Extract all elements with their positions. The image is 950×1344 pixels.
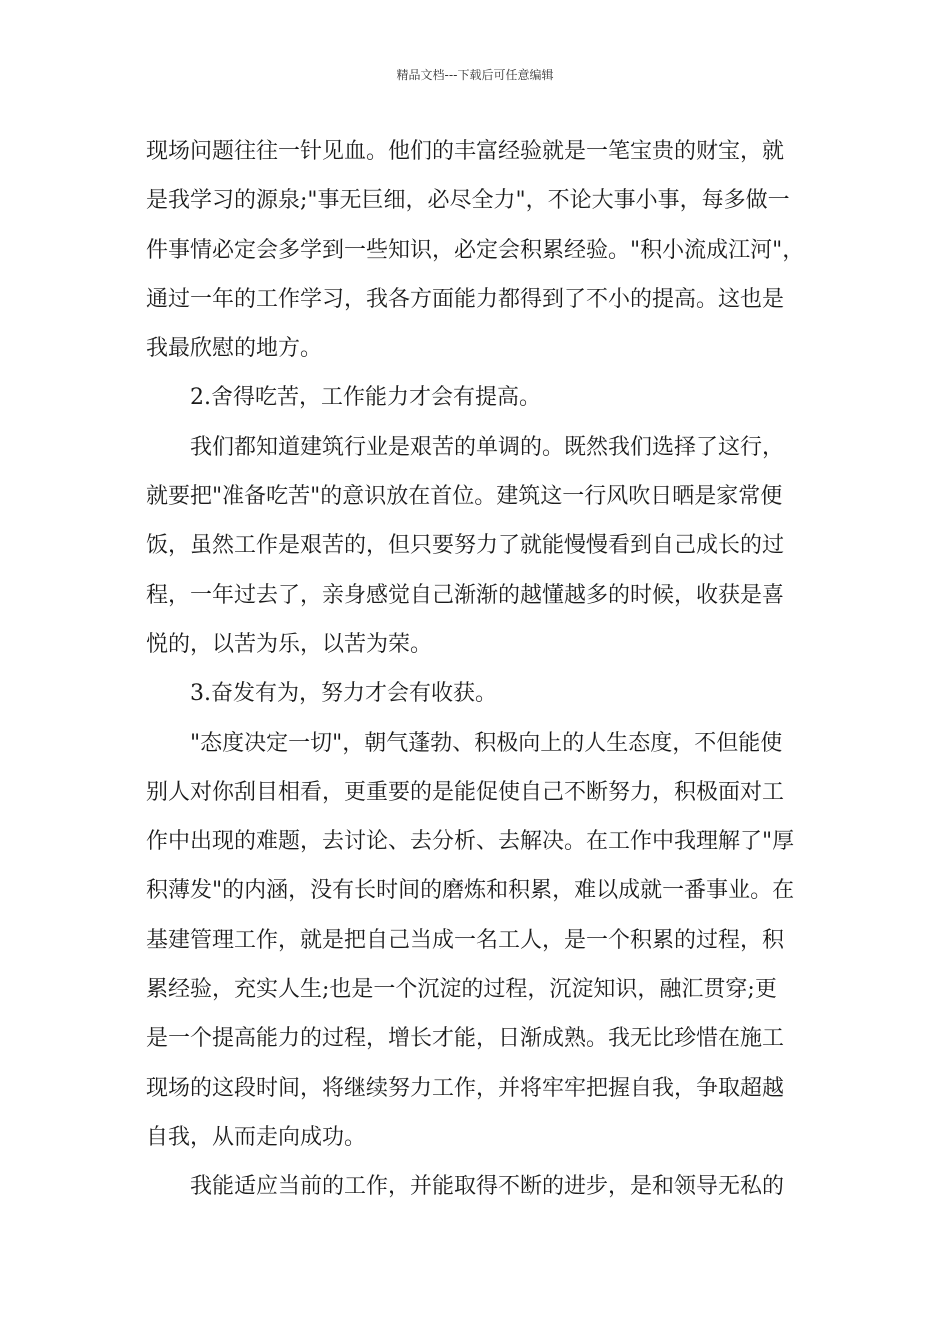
text-line: 悦的，以苦为乐，以苦为荣。 <box>146 631 433 657</box>
page-header: 精品文档---下载后可任意编辑 <box>396 68 554 82</box>
text-line: 饭，虽然工作是艰苦的，但只要努力了就能慢慢看到自己成长的过 <box>146 533 785 559</box>
document-body <box>146 134 816 1219</box>
text-line: 2.舍得吃苦，工作能力才会有提高。 <box>190 385 541 411</box>
text-line: 现场的这段时间，将继续努力工作，并将牢牢把握自我，争取超越 <box>146 1075 785 1101</box>
text-line: 是我学习的源泉;"事无巨细，必尽全力"，不论大事小事，每多做一 <box>146 188 790 214</box>
text-line: 现场问题往往一针见血。他们的丰富经验就是一笔宝贵的财宝，就 <box>146 139 785 164</box>
text-line: 累经验，充实人生;也是一个沉淀的过程，沉淀知识，融汇贯穿;更 <box>146 977 777 1003</box>
text-line: "态度决定一切"，朝气蓬勃、积极向上的人生态度，不但能使 <box>190 730 783 756</box>
text-line: 基建管理工作，就是把自己当成一名工人，是一个积累的过程，积 <box>146 927 785 953</box>
text-line: 3.奋发有为，努力才会有收获。 <box>190 681 497 707</box>
text-line: 通过一年的工作学习，我各方面能力都得到了不小的提高。这也是 <box>146 286 785 312</box>
text-line: 我们都知道建筑行业是艰苦的单调的。既然我们选择了这行， <box>190 434 785 460</box>
text-line: 自我，从而走向成功。 <box>146 1124 367 1150</box>
text-line: 作中出现的难题，去讨论、去分析、去解决。在工作中我理解了"厚 <box>146 829 795 855</box>
text-line: 我最欣慰的地方。 <box>146 336 323 362</box>
text-line: 积薄发"的内涵，没有长时间的磨炼和积累，难以成就一番事业。在 <box>146 878 795 904</box>
text-line: 是一个提高能力的过程，增长才能，日渐成熟。我无比珍惜在施工 <box>146 1026 785 1052</box>
text-line: 我能适应当前的工作，并能取得不断的进步，是和领导无私的 <box>190 1174 785 1200</box>
text-line: 就要把"准备吃苦"的意识放在首位。建筑这一行风吹日晒是家常便 <box>146 484 783 510</box>
text-line: 别人对你刮目相看，更重要的是能促使自己不断努力，积极面对工 <box>146 779 785 805</box>
text-line: 程，一年过去了，亲身感觉自己渐渐的越懂越多的时候，收获是喜 <box>146 582 785 608</box>
text-line: 件事情必定会多学到一些知识，必定会积累经验。"积小流成江河"， <box>146 237 805 263</box>
